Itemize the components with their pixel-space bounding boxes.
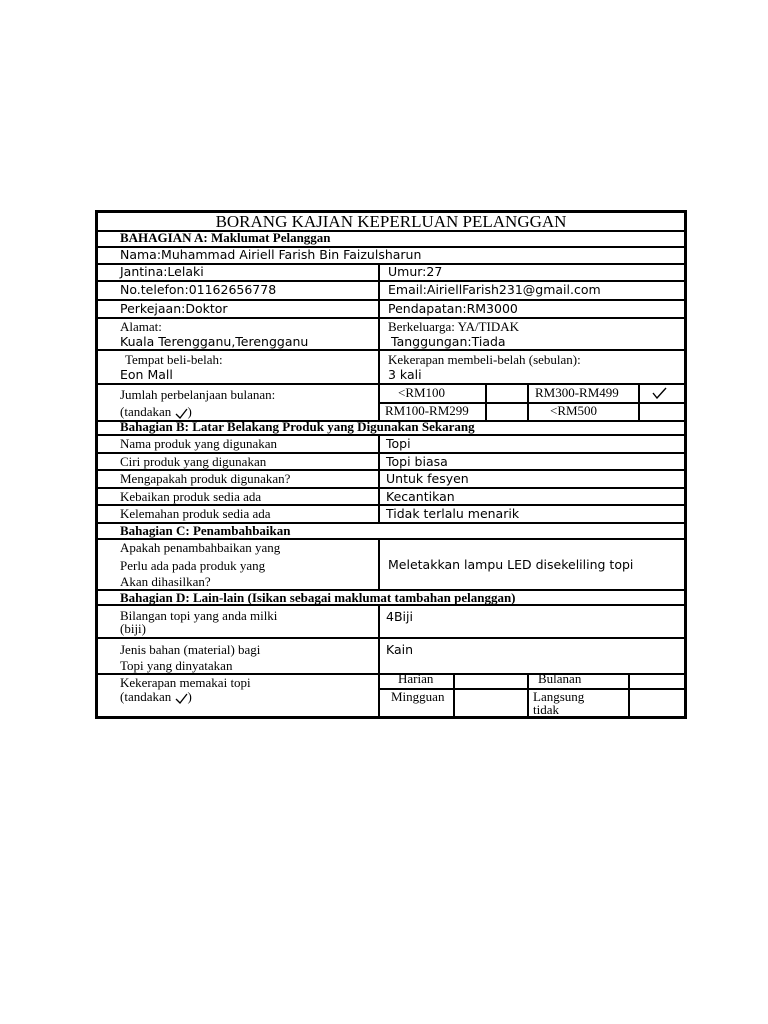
column-divider	[638, 383, 640, 420]
option-langsung-tidak: tidak	[533, 702, 559, 717]
section-c-heading: Bahagian C: Penambahbaikan	[120, 523, 291, 538]
section-c-label-3: Akan dihasilkan?	[120, 574, 211, 589]
pekerjaan-field: Perkejaan:Doktor	[120, 301, 228, 316]
column-divider	[485, 383, 487, 420]
checkmark-icon	[175, 693, 188, 704]
column-divider	[378, 538, 380, 589]
kekerapan-beli-value: 3 kali	[388, 367, 422, 382]
column-divider	[628, 673, 630, 719]
bilangan-unit: (biji)	[120, 621, 146, 636]
option-langsung[interactable]: Langsung	[533, 689, 585, 704]
section-a-heading: BAHAGIAN A: Maklumat Pelanggan	[120, 230, 331, 245]
column-divider	[527, 383, 529, 420]
option-mingguan[interactable]: Mingguan	[391, 689, 445, 704]
jumlah-instruction	[120, 405, 192, 419]
umur-field: Umur:27	[388, 264, 443, 279]
section-b-label: Kebaikan produk sedia ada	[120, 489, 262, 504]
tandakan-text: (tandakan	[120, 689, 172, 704]
section-d-heading: Bahagian D: Lain-lain (Isikan sebagai maklumat tambahan pelanggan)	[120, 590, 516, 605]
section-b-value: Tidak terlalu menarik	[386, 506, 520, 521]
section-c-label-2: Perlu ada pada produk yang	[120, 558, 266, 573]
column-divider	[378, 383, 380, 420]
column-divider	[527, 673, 529, 719]
option-bulanan[interactable]: Bulanan	[538, 671, 582, 686]
tempat-label: Tempat beli-belah:	[125, 352, 223, 367]
section-b-label: Kelemahan produk sedia ada	[120, 506, 271, 521]
option-rm300-499[interactable]: RM300-RM499	[535, 385, 619, 400]
option-rm100-299[interactable]: RM100-RM299	[385, 403, 469, 418]
bilangan-value: 4Biji	[386, 609, 413, 624]
survey-form	[95, 210, 687, 719]
checkmark-icon	[652, 387, 667, 399]
column-divider	[453, 673, 455, 719]
jenis-value: Kain	[386, 642, 414, 657]
pendapatan-field: Pendapatan:RM3000	[388, 301, 518, 316]
column-divider	[378, 263, 380, 383]
tandakan-close: )	[187, 404, 192, 419]
tanggungan-field: Tanggungan:Tiada	[391, 334, 506, 349]
nama-field: Nama:Muhammad Airiell Farish Bin Faizulsharun	[120, 247, 422, 262]
alamat-label: Alamat:	[120, 319, 162, 334]
section-b-label: Nama produk yang digunakan	[120, 436, 278, 451]
section-b-value: Untuk fesyen	[386, 471, 469, 486]
section-b-label: Mengapakah produk digunakan?	[120, 471, 291, 486]
column-divider	[378, 434, 380, 522]
jenis-label-2: Topi yang dinyatakan	[120, 658, 233, 673]
form-title: BORANG KAJIAN KEPERLUAN PELANGGAN	[215, 212, 567, 231]
row-divider	[98, 637, 684, 639]
option-lt500[interactable]: <RM500	[550, 403, 598, 418]
kekerapan-pakai-instruction	[120, 690, 192, 704]
jantina-field: Jantina:Lelaki	[120, 264, 204, 279]
section-c-label-1: Apakah penambahbaikan yang	[120, 540, 281, 555]
email-field: Email:AiriellFarish231@gmail.com	[388, 282, 601, 297]
section-b-heading: Bahagian B: Latar Belakang Produk yang Digunakan Sekarang	[120, 419, 475, 434]
kekerapan-pakai-label: Kekerapan memakai topi	[120, 675, 251, 690]
column-divider	[378, 604, 380, 719]
section-b-label: Ciri produk yang digunakan	[120, 454, 267, 469]
berkeluarga-field: Berkeluarga: YA/TIDAK	[388, 319, 520, 334]
tempat-value: Eon Mall	[120, 367, 173, 382]
telefon-field: No.telefon:01162656778	[120, 282, 277, 297]
alamat-value: Kuala Terengganu,Terengganu	[120, 334, 309, 349]
section-b-value: Kecantikan	[386, 489, 455, 504]
bilangan-label: Bilangan topi yang anda milki	[120, 608, 278, 623]
section-b-value: Topi biasa	[386, 454, 448, 469]
jumlah-label: Jumlah perbelanjaan bulanan:	[120, 387, 276, 402]
checkmark-icon	[175, 408, 188, 419]
tandakan-text: (tandakan	[120, 404, 172, 419]
section-c-value: Meletakkan lampu LED disekeliling topi	[388, 557, 634, 572]
jenis-label: Jenis bahan (material) bagi	[120, 642, 261, 657]
option-lt100[interactable]: <RM100	[398, 385, 446, 400]
option-harian[interactable]: Harian	[398, 671, 434, 686]
row-divider	[98, 349, 684, 351]
kekerapan-beli-label: Kekerapan membeli-belah (sebulan):	[388, 352, 581, 367]
section-b-value: Topi	[386, 436, 411, 451]
tandakan-close: )	[187, 689, 192, 704]
